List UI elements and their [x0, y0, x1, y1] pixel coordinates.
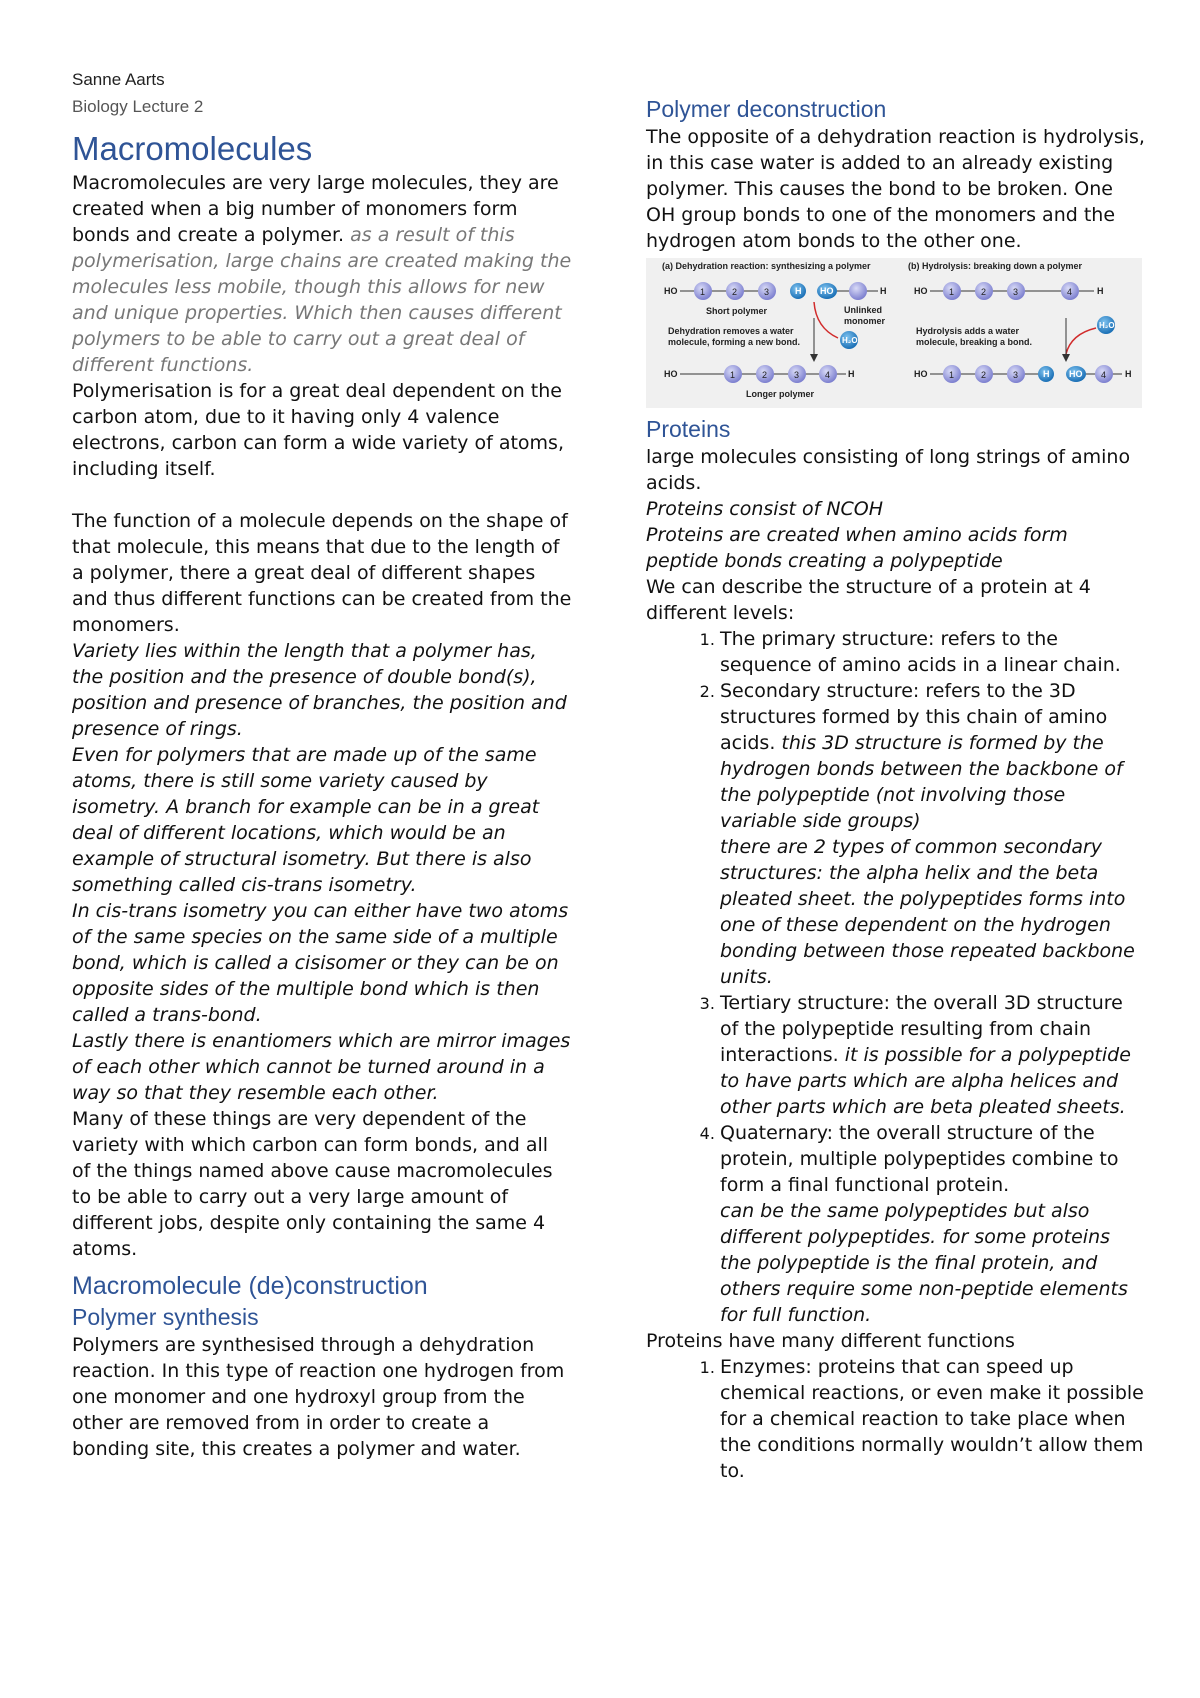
paragraph-proteins-ncoh: Proteins consist of NCOH — [646, 498, 884, 520]
water-label: H₂O — [1099, 321, 1115, 330]
paragraph-levels-intro: We can describe the structure of a protein at 4 different levels: — [646, 576, 1091, 624]
function-text: Enzymes: proteins that can speed up chemical reactions, or even make it possible for a chemical reaction to take place when the conditions normally wouldn’t allow them to. — [720, 1356, 1144, 1482]
monomer-label: 1 — [730, 370, 736, 380]
ho-label: HO — [664, 286, 678, 296]
ho-label: HO — [664, 369, 678, 379]
list-item — [720, 1120, 1146, 1328]
unlinked-label: monomer — [844, 316, 886, 326]
h-label: H — [1125, 369, 1132, 379]
level-text: Quaternary: the overall structure of the protein, multiple polypeptides combine to form a final functional protein. — [720, 1122, 1119, 1196]
h-label: H — [848, 369, 855, 379]
short-polymer-label: Short polymer — [706, 306, 768, 316]
water-label: H₂O — [842, 336, 858, 345]
longer-polymer-label: Longer polymer — [746, 389, 815, 399]
monomer-label: 4 — [1067, 287, 1073, 297]
hydrolysis-note: Hydrolysis adds a water — [916, 326, 1020, 336]
paragraph-isometry: Even for polymers that are made up of the same atoms, there is still some variety caused by isometry. A branch for example can be in a great deal of different locations, which would be an example of structural isometry. But there is also something called cis-trans isometry. — [72, 744, 540, 896]
monomer-label: 1 — [949, 370, 955, 380]
monomer-label: 2 — [762, 370, 768, 380]
monomer-label: 3 — [1013, 370, 1019, 380]
paragraph-cistrans: In cis-trans isometry you can either have two atoms of the same species on the same side of a multiple bond, which is called a cisisomer or they can be on opposite sides of the multiple bond which is then called a trans-bond. — [72, 900, 569, 1026]
functions-list — [646, 1354, 1146, 1484]
monomer-label: 2 — [981, 370, 987, 380]
ho-label: HO — [914, 369, 928, 379]
h-label: H — [880, 286, 887, 296]
h-label: H — [1097, 286, 1104, 296]
ho-label: HO — [914, 286, 928, 296]
right-column — [646, 94, 1146, 1484]
h-label: H — [1043, 369, 1050, 379]
heading-construction: Macromolecule (de)construction — [72, 1272, 428, 1300]
paragraph-proteins-def: large molecules consisting of long strings of amino acids. — [646, 446, 1131, 494]
caption-b: (b) Hydrolysis: breaking down a polymer — [908, 261, 1083, 271]
paragraph-intro — [72, 170, 572, 378]
paragraph-function: The function of a molecule depends on the shape of that molecule, this means that due to the length of a polymer, there a great deal of different shapes and thus different functions can be created from the monomers. — [72, 510, 572, 636]
author-name: Sanne Aarts — [72, 70, 165, 89]
polymer-reaction-figure — [646, 258, 1142, 408]
level-note: it is possible for a polypeptide to have parts which are alpha helices and other parts which are beta pleated sheets. — [720, 1044, 1131, 1118]
paragraph-deconstruction: The opposite of a dehydration reaction is hydrolysis, in this case water is added to an already existing polymer. This causes the bond to be broken. One OH group bonds to one of the monomers and the hydrogen atom bonds to the other one. — [646, 126, 1145, 252]
paragraph-summary: Many of these things are very dependent of the variety with which carbon can form bonds, and all of the things named above cause macromolecules to be able to carry out a very large amount of different jobs, despite only containing the same 4 atoms. — [72, 1108, 553, 1260]
list-item — [720, 1354, 1146, 1484]
course-label: Biology Lecture 2 — [72, 97, 204, 116]
hydrolysis-note: molecule, breaking a bond. — [916, 337, 1033, 347]
structure-levels-list — [646, 626, 1146, 1328]
level-note: can be the same polypeptides but also different polypeptides. for some proteins the polypeptide is the final protein, and others require some non-peptide elements for full function. — [720, 1200, 1128, 1326]
level-text: Secondary structure: refers to the 3D structures formed by this chain of amino acids. — [720, 680, 1108, 754]
level-text: The primary structure: refers to the sequence of amino acids in a linear chain. — [720, 628, 1121, 676]
caption-a: (a) Dehydration reaction: synthesizing a polymer — [662, 261, 871, 271]
title-macromolecules: Macromolecules — [72, 130, 313, 167]
monomer-label: 2 — [981, 287, 987, 297]
monomer-label: 4 — [825, 370, 831, 380]
paragraph-carbon: Polymerisation is for a great deal dependent on the carbon atom, due to it having only 4 valence electrons, carbon can form a wide variety of atoms, including itself. — [72, 380, 564, 480]
monomer-label: 3 — [764, 287, 770, 297]
level-note: there are 2 types of common secondary structures: the alpha helix and the beta pleated sheet. the polypeptides forms into one of these dependent on the hydrogen bonding between those repeated backbone units. — [720, 836, 1135, 988]
heading-deconstruction: Polymer deconstruction — [646, 96, 887, 122]
dehydration-note: Dehydration removes a water — [668, 326, 794, 336]
reaction-diagram — [646, 258, 1142, 408]
unlinked-label: Unlinked — [844, 305, 883, 315]
spacer — [72, 482, 572, 508]
level-note: this 3D structure is formed by the hydrogen bonds between the backbone of the polypeptide (not involving those variable side groups) — [720, 732, 1123, 832]
heading-proteins: Proteins — [646, 416, 731, 442]
intro-plain: Macromolecules are very large molecules, they are created when a big number of monomers form bonds and create a polymer. — [72, 172, 559, 246]
paragraph-synthesis: Polymers are synthesised through a dehydration reaction. In this type of reaction one hydrogen from one monomer and one hydroxyl group from the other are removed from in order to create a bonding site, this creates a polymer and water. — [72, 1334, 565, 1460]
list-item — [720, 678, 1146, 990]
paragraph-functions-intro: Proteins have many different functions — [646, 1330, 1015, 1352]
level-text: Tertiary structure: the overall 3D structure of the polypeptide resulting from chain interactions. — [720, 992, 1123, 1066]
monomer-label: 1 — [949, 287, 955, 297]
monomer-label: 1 — [700, 287, 706, 297]
left-column — [72, 66, 572, 1462]
ho-label: HO — [1069, 369, 1083, 379]
paragraph-enantiomers: Lastly there is enantiomers which are mirror images of each other which cannot be turned around in a way so that they resemble each other. — [72, 1030, 571, 1104]
unlinked-monomer — [849, 282, 867, 300]
dehydration-note: molecule, forming a new bond. — [668, 337, 801, 347]
list-item — [720, 990, 1146, 1120]
monomer-label: 3 — [794, 370, 800, 380]
heading-synthesis: Polymer synthesis — [72, 1304, 259, 1330]
paragraph-proteins-peptide: Proteins are created when amino acids form peptide bonds creating a polypeptide — [646, 524, 1068, 572]
monomer-label: 4 — [1101, 370, 1107, 380]
ho-label: HO — [820, 286, 834, 296]
intro-italic: as a result of this polymerisation, large chains are created making the molecules less mobile, though this allows for new and unique properties. Which then causes different polymers to be able to carry out a great deal of different functions. — [72, 224, 572, 376]
monomer-label: 3 — [1013, 287, 1019, 297]
h-label: H — [795, 286, 802, 296]
list-item — [720, 626, 1146, 678]
paragraph-variety: Variety lies within the length that a polymer has, the position and the presence of double bond(s), position and presence of branches, the position and presence of rings. — [72, 640, 567, 740]
monomer-label: 2 — [732, 287, 738, 297]
